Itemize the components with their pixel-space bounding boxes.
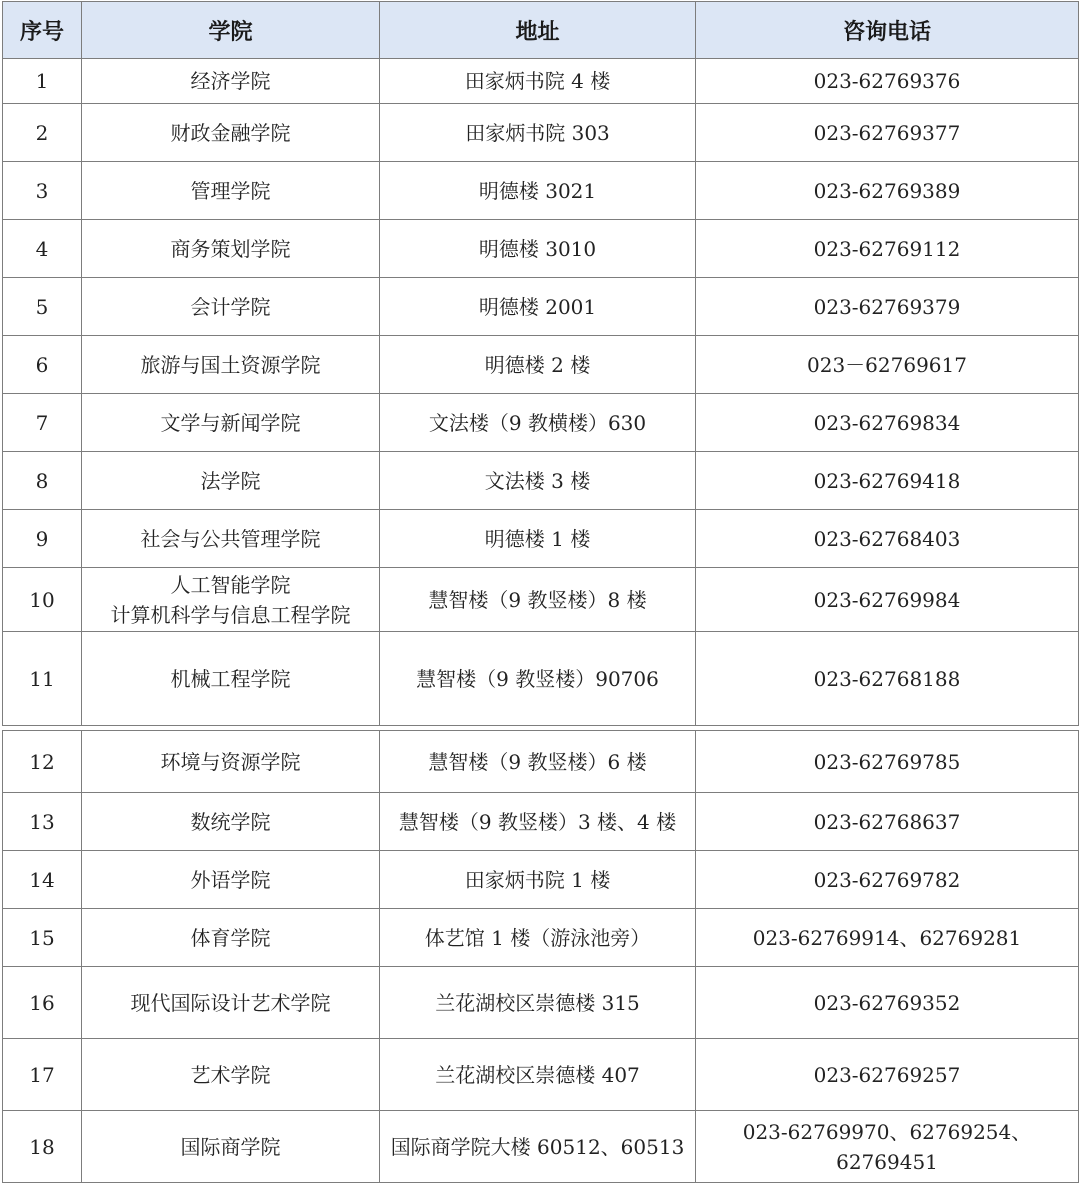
row-address: 国际商学院大楼 60512、60513: [380, 1111, 696, 1183]
row-address: 兰花湖校区崇德楼 407: [380, 1039, 696, 1111]
row-college: 经济学院: [82, 59, 380, 104]
row-index: 8: [3, 452, 82, 510]
row-phone: 023-62769834: [696, 394, 1079, 452]
row-address: 慧智楼（9 教竖楼）6 楼: [380, 731, 696, 793]
row-college: 文学与新闻学院: [82, 394, 380, 452]
row-college: 机械工程学院: [82, 632, 380, 726]
row-address: 慧智楼（9 教竖楼）90706: [380, 632, 696, 726]
table-row: [3, 1039, 1079, 1111]
row-college: 现代国际设计艺术学院: [82, 967, 380, 1039]
row-college: 环境与资源学院: [82, 731, 380, 793]
table-row: [3, 568, 1079, 632]
row-college-line-2: 计算机科学与信息工程学院: [110, 602, 351, 627]
table-header-row: [3, 2, 1079, 59]
row-index: 14: [3, 851, 82, 909]
row-phone: 023-62769112: [696, 220, 1079, 278]
row-phone: 023-62769914、62769281: [696, 909, 1079, 967]
row-address: 体艺馆 1 楼（游泳池旁）: [380, 909, 696, 967]
table-row: [3, 793, 1079, 851]
row-address: 兰花湖校区崇德楼 315: [380, 967, 696, 1039]
row-index: 6: [3, 336, 82, 394]
table-row: [3, 104, 1079, 162]
row-index: 4: [3, 220, 82, 278]
row-index: 1: [3, 59, 82, 104]
table-row: [3, 851, 1079, 909]
table-row: [3, 278, 1079, 336]
row-index: 10: [3, 568, 82, 632]
row-college: 法学院: [82, 452, 380, 510]
row-college: 旅游与国土资源学院: [82, 336, 380, 394]
table-row: [3, 452, 1079, 510]
row-phone: 023-62769785: [696, 731, 1079, 793]
table-row: [3, 59, 1079, 104]
table-row: [3, 731, 1079, 793]
row-phone: 023-62769984: [696, 568, 1079, 632]
row-college: 外语学院: [82, 851, 380, 909]
row-college: 财政金融学院: [82, 104, 380, 162]
row-address: 文法楼 3 楼: [380, 452, 696, 510]
row-college: 会计学院: [82, 278, 380, 336]
table-row: [3, 632, 1079, 726]
table-row: [3, 394, 1079, 452]
table-row: [3, 510, 1079, 568]
row-address: 明德楼 3021: [380, 162, 696, 220]
row-address: 田家炳书院 4 楼: [380, 59, 696, 104]
row-phone: 023-62768188: [696, 632, 1079, 726]
table-row: [3, 162, 1079, 220]
row-college-line-1: 人工智能学院: [170, 572, 291, 597]
row-index: 17: [3, 1039, 82, 1111]
table-row: [3, 220, 1079, 278]
row-college: 社会与公共管理学院: [82, 510, 380, 568]
header-college: 学院: [82, 2, 380, 59]
row-index: 13: [3, 793, 82, 851]
row-phone: 023-62769782: [696, 851, 1079, 909]
row-phone: 023-62768637: [696, 793, 1079, 851]
row-address: 文法楼（9 教横楼）630: [380, 394, 696, 452]
row-college: 数统学院: [82, 793, 380, 851]
row-phone: 023-62769352: [696, 967, 1079, 1039]
row-index: 11: [3, 632, 82, 726]
row-phone: 023-62768403: [696, 510, 1079, 568]
row-college: 艺术学院: [82, 1039, 380, 1111]
table-row: [3, 336, 1079, 394]
row-index: 16: [3, 967, 82, 1039]
row-address: 田家炳书院 303: [380, 104, 696, 162]
row-phone: 023-62769418: [696, 452, 1079, 510]
row-address: 明德楼 2001: [380, 278, 696, 336]
row-address: 明德楼 3010: [380, 220, 696, 278]
row-index: 3: [3, 162, 82, 220]
row-phone: 023-62769389: [696, 162, 1079, 220]
row-phone: 023-62769379: [696, 278, 1079, 336]
header-address: 地址: [380, 2, 696, 59]
row-index: 9: [3, 510, 82, 568]
row-address: 慧智楼（9 教竖楼）8 楼: [380, 568, 696, 632]
row-phone: 023-62769970、62769254、62769451: [696, 1111, 1079, 1183]
row-college: 国际商学院: [82, 1111, 380, 1183]
row-address: 慧智楼（9 教竖楼）3 楼、4 楼: [380, 793, 696, 851]
row-address: 田家炳书院 1 楼: [380, 851, 696, 909]
row-index: 7: [3, 394, 82, 452]
row-phone: 023-62769377: [696, 104, 1079, 162]
header-phone: 咨询电话: [696, 2, 1079, 59]
row-college: 商务策划学院: [82, 220, 380, 278]
row-college: 体育学院: [82, 909, 380, 967]
row-index: 15: [3, 909, 82, 967]
row-college: [82, 568, 380, 632]
row-index: 18: [3, 1111, 82, 1183]
row-phone: 023-62769257: [696, 1039, 1079, 1111]
row-phone: 023-62769376: [696, 59, 1079, 104]
row-phone: 023－62769617: [696, 336, 1079, 394]
header-index: 序号: [3, 2, 82, 59]
table-row: [3, 967, 1079, 1039]
table-row: [3, 1111, 1079, 1183]
college-contact-table: [2, 1, 1079, 1183]
row-index: 5: [3, 278, 82, 336]
row-index: 12: [3, 731, 82, 793]
row-address: 明德楼 1 楼: [380, 510, 696, 568]
row-address: 明德楼 2 楼: [380, 336, 696, 394]
table-row: [3, 909, 1079, 967]
row-index: 2: [3, 104, 82, 162]
row-college: 管理学院: [82, 162, 380, 220]
